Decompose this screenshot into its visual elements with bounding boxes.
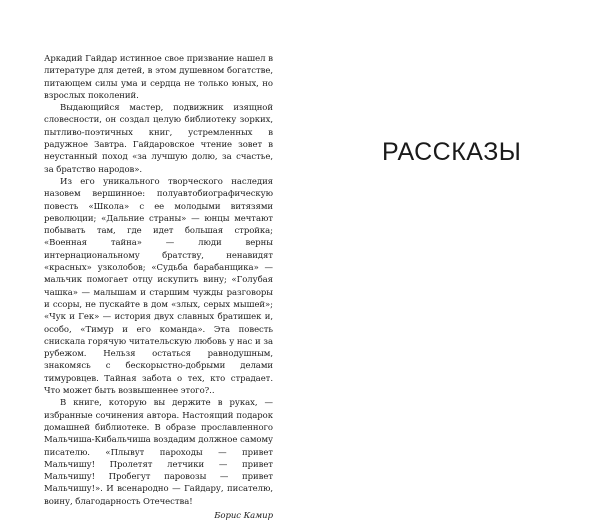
intro-paragraph-3: Из его уникального творческого наследия назовем вершинное: полуавтобиографическую повесть «Школа» с ее молодыми витязями революции; «Дальние страны» — юнцы мечтают побывать там, где идет большая стройка; «Военная тайна» — люди верны интернациональному братству, ненавидят «красных» узколобов; «Судьба барабанщика» — мальчик помогает отцу искупить вину; «Голубая чашка» — малышам и старшим чужды разговоры и ссоры, не пускайте в дом «злых, серых мышей»; «Чук и Гек» — история двух славных братишек и, особо, «Тимур и его команда». Эта повесть снискала горячую читательскую любовь у нас и за рубежом. Нельзя остаться равнодушным, знакомясь с бескорыстно-добрыми делами тимуровцев. Тайная забота о тех, кто страдает. Что может быть возвышеннее этого?..: [44, 176, 273, 397]
intro-paragraph-4: В книге, которую вы держите в руках, — избранные сочинения автора. Настоящий подарок домашней библиотеке. В образе прославленного Мальчиша-Кибальчиша воздадим должное самому писателю. «Плывут пароходы — привет Мальчишу! Пролетят летчики — привет Мальчишу! Пробегут паровозы — привет Мальчишу!». И всенародно — Гайдару, писателю, воину, благодарность Отечества!: [44, 398, 273, 507]
section-title: РАССКАЗЫ: [382, 138, 522, 166]
right-page: [300, 0, 600, 475]
intro-paragraph-2: Выдающийся мастер, подвижник изящной словесности, он создал целую библиотеку зорких, пытливо-поэтичных книг, устремленных в радужное Завтра. Гайдаровское чтение зовет в неустанный поход «за лучшую долю, за счастье, за братство народов».: [44, 103, 273, 175]
author-signature: Борис Камир: [214, 510, 273, 521]
left-page: [44, 53, 273, 522]
intro-paragraph-1: Аркадий Гайдар истинное свое призвание нашел в литературе для детей, в этом душевном богатстве, питающем силы ума и сердца не только юных, но взрослых поколений.: [44, 54, 273, 101]
